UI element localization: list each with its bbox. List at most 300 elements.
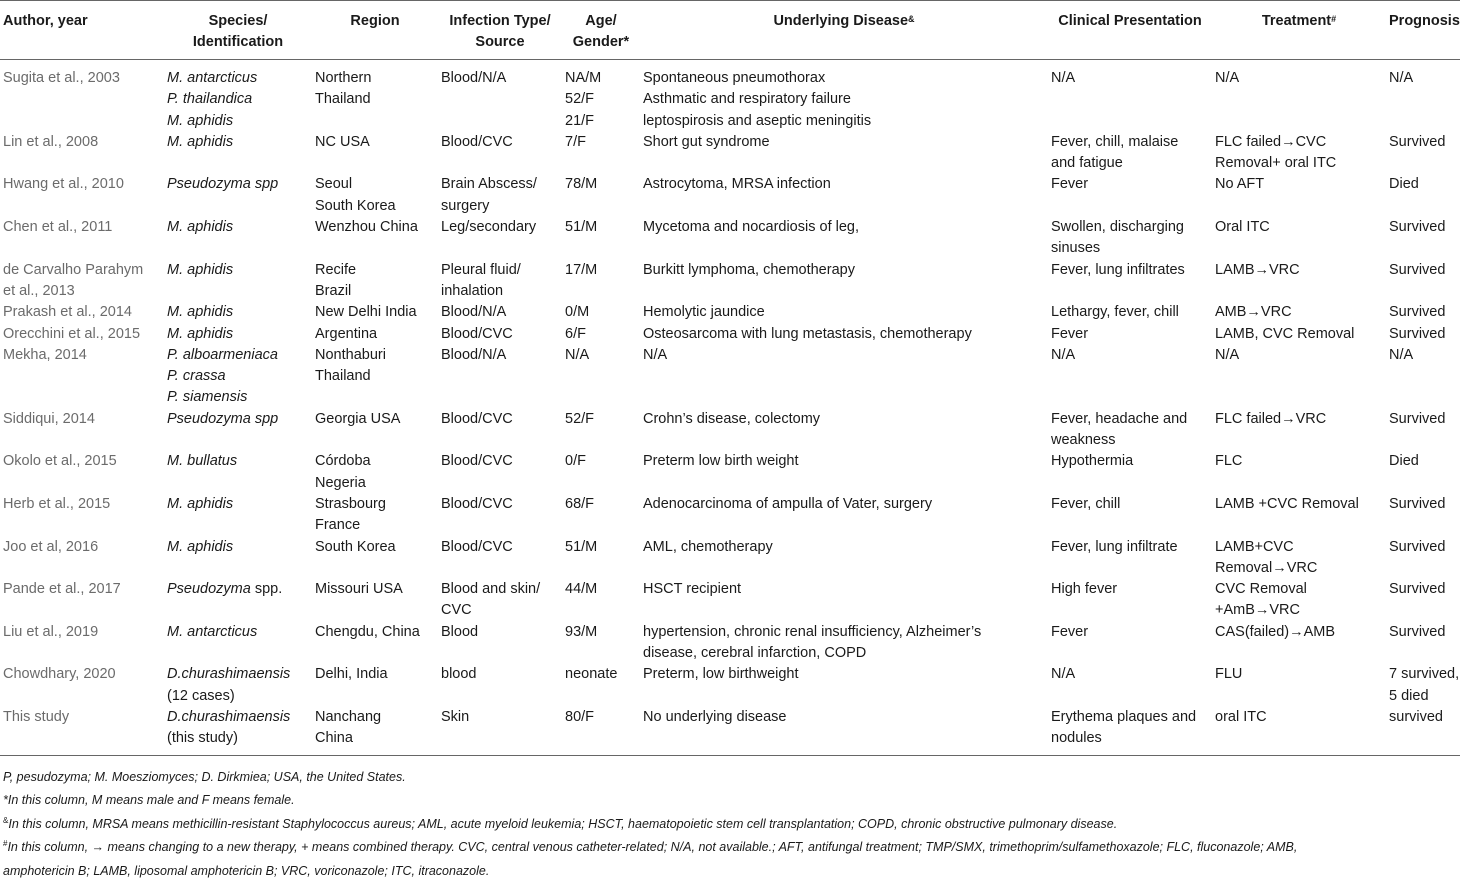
underlying-disease-cell bbox=[640, 494, 1048, 537]
cell-line: Survived bbox=[1389, 133, 1446, 150]
cell-line: Wenzhou China bbox=[315, 219, 418, 236]
species-name: M. antarcticus bbox=[167, 70, 258, 86]
species-name: M. aphidis bbox=[167, 495, 234, 512]
age-gender-cell bbox=[562, 664, 640, 707]
cell-line: +AmB→VRC bbox=[1215, 602, 1301, 619]
age-gender-cell bbox=[562, 260, 640, 303]
species-line bbox=[167, 664, 309, 685]
cell-line: Fever, chill, malaise bbox=[1051, 133, 1179, 150]
species-line bbox=[167, 494, 309, 515]
cell-line: 51/M bbox=[565, 219, 598, 236]
cell-line: blood bbox=[441, 666, 477, 683]
cell-line: and fatigue bbox=[1051, 155, 1123, 172]
infection-type-cell bbox=[438, 345, 562, 409]
cell-line: Mycetoma and nocardiosis of leg, bbox=[643, 219, 859, 236]
infection-type-cell bbox=[438, 324, 562, 345]
cell-line: Prakash et al., 2014 bbox=[3, 304, 132, 321]
underlying-disease-cell bbox=[640, 622, 1048, 665]
age-gender-cell bbox=[562, 174, 640, 217]
cell-line: Pleural fluid/ bbox=[441, 261, 521, 278]
cell-line: Survived bbox=[1389, 325, 1446, 342]
cell-line: CVC Removal bbox=[1215, 581, 1307, 598]
cell-line: AML, chemotherapy bbox=[643, 538, 773, 555]
prognosis-cell bbox=[1386, 537, 1460, 580]
cell-line: LAMB+CVC bbox=[1215, 538, 1294, 555]
species-cell bbox=[164, 345, 312, 409]
species-cell bbox=[164, 494, 312, 537]
treatment-cell bbox=[1212, 60, 1386, 132]
cell-line: 17/M bbox=[565, 261, 598, 278]
age-gender-cell bbox=[562, 451, 640, 494]
cell-line: 93/M bbox=[565, 623, 598, 640]
cell-line: Okolo et al., 2015 bbox=[3, 453, 117, 470]
header-species: Species/ Identification bbox=[164, 1, 312, 60]
underlying-disease-cell bbox=[640, 324, 1048, 345]
region-cell bbox=[312, 579, 438, 622]
footnote bbox=[3, 834, 1457, 858]
treatment-cell bbox=[1212, 302, 1386, 323]
footnote bbox=[3, 787, 1457, 811]
author-cell bbox=[0, 664, 164, 707]
cell-line: Blood/CVC bbox=[441, 538, 513, 555]
cell-line: No underlying disease bbox=[643, 708, 787, 725]
footnote-text: In this column, MRSA means methicillin-resistant Staphylococcus aureus; AML, acute myeloid leukemia; HSCT, haematopoietic stem cell transplantation; COPD, chronic obstructive pulmonary disease. bbox=[8, 816, 1118, 831]
species-line bbox=[167, 707, 309, 728]
footnote-marker: & bbox=[3, 815, 9, 825]
cell-line: Blood and skin/ bbox=[441, 581, 541, 598]
author-cell bbox=[0, 537, 164, 580]
cell-line: disease, cerebral infarction, COPD bbox=[643, 645, 867, 662]
region-cell bbox=[312, 622, 438, 665]
age-gender-cell bbox=[562, 494, 640, 537]
table-row bbox=[0, 217, 1460, 260]
table-row bbox=[0, 345, 1460, 409]
underlying-disease-cell bbox=[640, 174, 1048, 217]
species-line bbox=[167, 89, 309, 110]
header-age-gender: Age/ Gender* bbox=[562, 1, 640, 60]
species-cell bbox=[164, 324, 312, 345]
cell-line: N/A bbox=[565, 346, 590, 363]
table-row bbox=[0, 302, 1460, 323]
cell-line: Hemolytic jaundice bbox=[643, 304, 765, 321]
cell-line: China bbox=[315, 730, 353, 747]
treatment-cell bbox=[1212, 345, 1386, 409]
cell-line: Blood bbox=[441, 623, 479, 640]
species-cell bbox=[164, 409, 312, 452]
species-cell bbox=[164, 707, 312, 755]
treatment-cell bbox=[1212, 174, 1386, 217]
species-name: M. aphidis bbox=[167, 538, 234, 555]
table-row bbox=[0, 707, 1460, 755]
species-line bbox=[167, 728, 309, 749]
cell-line: Chowdhary, 2020 bbox=[3, 666, 116, 683]
species-cell bbox=[164, 579, 312, 622]
cell-line: Thailand bbox=[315, 91, 371, 108]
cell-line: Chen et al., 2011 bbox=[3, 219, 113, 236]
cell-line: Survived bbox=[1389, 538, 1446, 555]
cell-line: Recife bbox=[315, 261, 357, 278]
cell-line: Blood/CVC bbox=[441, 133, 513, 150]
cell-line: 0/M bbox=[565, 304, 590, 321]
clinical-presentation-cell bbox=[1048, 324, 1212, 345]
cell-line: Blood/N/A bbox=[441, 70, 507, 86]
cell-line: Osteosarcoma with lung metastasis, chemotherapy bbox=[643, 325, 972, 342]
cell-line: Short gut syndrome bbox=[643, 133, 770, 150]
cell-line: LAMB, CVC Removal bbox=[1215, 325, 1355, 342]
cell-line: Strasbourg bbox=[315, 495, 386, 512]
species-cell bbox=[164, 537, 312, 580]
cell-line: Preterm, low birthweight bbox=[643, 666, 799, 683]
cell-line: N/A bbox=[1389, 346, 1414, 363]
table-row bbox=[0, 494, 1460, 537]
table-row bbox=[0, 409, 1460, 452]
species-line bbox=[167, 345, 309, 366]
underlying-disease-cell bbox=[640, 579, 1048, 622]
underlying-disease-cell bbox=[640, 345, 1048, 409]
region-cell bbox=[312, 451, 438, 494]
cell-line: Mekha, 2014 bbox=[3, 346, 87, 363]
footnote bbox=[3, 811, 1457, 835]
species-line bbox=[167, 537, 309, 558]
cell-line: Northern bbox=[315, 70, 372, 86]
cell-line: Asthmatic and respiratory failure bbox=[643, 91, 851, 108]
treatment-cell bbox=[1212, 324, 1386, 345]
cell-line: 7/F bbox=[565, 133, 586, 150]
treatment-cell bbox=[1212, 409, 1386, 452]
footnote-text: P, pesudozyma; M. Moesziomyces; D. Dirkmiea; USA, the United States. bbox=[3, 769, 406, 784]
clinical-presentation-cell bbox=[1048, 579, 1212, 622]
cell-line: Spontaneous pneumothorax bbox=[643, 70, 826, 86]
cell-line: Blood/CVC bbox=[441, 325, 513, 342]
table-body bbox=[0, 60, 1460, 756]
underlying-disease-cell bbox=[640, 451, 1048, 494]
species-cell bbox=[164, 132, 312, 175]
author-cell bbox=[0, 174, 164, 217]
footnote-marker: # bbox=[3, 839, 8, 849]
cell-line: Fever bbox=[1051, 623, 1089, 640]
species-qualifier: (12 cases) bbox=[167, 687, 235, 704]
cell-line: Brain Abscess/ bbox=[441, 176, 537, 193]
species-name: P. thailandica bbox=[167, 91, 253, 108]
age-gender-cell bbox=[562, 345, 640, 409]
cell-line: N/A bbox=[1389, 70, 1414, 86]
cell-line: LAMB +CVC Removal bbox=[1215, 495, 1359, 512]
cell-line: Adenocarcinoma of ampulla of Vater, surgery bbox=[643, 495, 933, 512]
underlying-disease-cell bbox=[640, 664, 1048, 707]
species-line bbox=[167, 174, 309, 195]
treatment-cell bbox=[1212, 260, 1386, 303]
region-cell bbox=[312, 302, 438, 323]
species-line bbox=[167, 111, 309, 132]
species-name: P. alboarmeniaca bbox=[167, 346, 278, 363]
species-line bbox=[167, 686, 309, 707]
species-cell bbox=[164, 302, 312, 323]
author-cell bbox=[0, 324, 164, 345]
underlying-disease-cell bbox=[640, 707, 1048, 755]
infection-type-cell bbox=[438, 579, 562, 622]
clinical-presentation-cell bbox=[1048, 132, 1212, 175]
cell-line: 52/F bbox=[565, 91, 595, 108]
prognosis-cell bbox=[1386, 174, 1460, 217]
age-gender-cell bbox=[562, 324, 640, 345]
cell-line: Lethargy, fever, chill bbox=[1051, 304, 1179, 321]
cell-line: Survived bbox=[1389, 495, 1446, 512]
author-cell bbox=[0, 345, 164, 409]
author-cell bbox=[0, 494, 164, 537]
author-cell bbox=[0, 302, 164, 323]
treatment-cell bbox=[1212, 494, 1386, 537]
author-cell bbox=[0, 622, 164, 665]
cell-line: Hwang et al., 2010 bbox=[3, 176, 124, 193]
cell-line: Brazil bbox=[315, 282, 352, 299]
species-name: D.churashimaensis bbox=[167, 666, 291, 683]
cell-line: Lin et al., 2008 bbox=[3, 133, 99, 150]
age-gender-cell bbox=[562, 409, 640, 452]
species-qualifier: (this study) bbox=[167, 730, 238, 747]
cell-line: Nanchang bbox=[315, 708, 382, 725]
header-footnote-marker: & bbox=[908, 14, 915, 24]
cell-line: Erythema plaques and bbox=[1051, 708, 1197, 725]
cell-line: N/A bbox=[1051, 666, 1076, 683]
cell-line: 5 died bbox=[1389, 687, 1429, 704]
table-row bbox=[0, 174, 1460, 217]
table-row bbox=[0, 451, 1460, 494]
cell-line: et al., 2013 bbox=[3, 282, 75, 299]
cell-line: N/A bbox=[1051, 70, 1076, 86]
region-cell bbox=[312, 132, 438, 175]
species-line bbox=[167, 622, 309, 643]
cell-line: de Carvalho Parahym bbox=[3, 261, 144, 278]
footnote bbox=[3, 764, 1457, 788]
cell-line: Survived bbox=[1389, 581, 1446, 598]
underlying-disease-cell bbox=[640, 260, 1048, 303]
cell-line: Blood/N/A bbox=[441, 346, 507, 363]
cell-line: Fever, chill bbox=[1051, 495, 1121, 512]
cell-line: Pande et al., 2017 bbox=[3, 581, 121, 598]
species-name: M. aphidis bbox=[167, 325, 234, 342]
header-prognosis: Prognosis bbox=[1386, 1, 1460, 60]
species-cell bbox=[164, 217, 312, 260]
cell-line: 51/M bbox=[565, 538, 598, 555]
cell-line: This study bbox=[3, 708, 70, 725]
table-row bbox=[0, 60, 1460, 132]
cell-line: Survived bbox=[1389, 410, 1446, 427]
cell-line: HSCT recipient bbox=[643, 581, 742, 598]
cell-line: survived bbox=[1389, 708, 1443, 725]
author-cell bbox=[0, 409, 164, 452]
underlying-disease-cell bbox=[640, 60, 1048, 132]
cell-line: Fever bbox=[1051, 325, 1089, 342]
footnote-text: amphotericin B; LAMB, liposomal amphotericin B; VRC, voriconazole; ITC, itraconazole. bbox=[3, 864, 490, 879]
cell-line: AMB→VRC bbox=[1215, 304, 1292, 321]
region-cell bbox=[312, 345, 438, 409]
species-line bbox=[167, 217, 309, 238]
species-line bbox=[167, 324, 309, 345]
footnote-text: *In this column, M means male and F means female. bbox=[3, 793, 295, 808]
clinical-presentation-cell bbox=[1048, 174, 1212, 217]
cell-line: FLU bbox=[1215, 666, 1243, 683]
species-line bbox=[167, 132, 309, 153]
species-cell bbox=[164, 60, 312, 132]
author-cell bbox=[0, 579, 164, 622]
author-cell bbox=[0, 451, 164, 494]
cell-line: Died bbox=[1389, 176, 1419, 193]
cell-line: Córdoba bbox=[315, 453, 371, 470]
prognosis-cell bbox=[1386, 451, 1460, 494]
underlying-disease-cell bbox=[640, 217, 1048, 260]
species-cell bbox=[164, 260, 312, 303]
age-gender-cell bbox=[562, 60, 640, 132]
species-line bbox=[167, 68, 309, 89]
prognosis-cell bbox=[1386, 302, 1460, 323]
species-name: Pseudozyma spp bbox=[167, 410, 279, 427]
header-footnote-marker: # bbox=[1331, 14, 1337, 24]
age-gender-cell bbox=[562, 579, 640, 622]
cell-line: Thailand bbox=[315, 368, 371, 385]
infection-type-cell bbox=[438, 260, 562, 303]
header-author-year: Author, year bbox=[0, 1, 164, 60]
cell-line: nodules bbox=[1051, 730, 1102, 747]
header-underlying-disease: Underlying Disease& bbox=[640, 1, 1048, 60]
cell-line: oral ITC bbox=[1215, 708, 1267, 725]
cell-line: 52/F bbox=[565, 410, 595, 427]
infection-type-cell bbox=[438, 174, 562, 217]
treatment-cell bbox=[1212, 451, 1386, 494]
cell-line: Survived bbox=[1389, 219, 1446, 236]
cell-line: Swollen, discharging bbox=[1051, 219, 1184, 236]
clinical-presentation-cell bbox=[1048, 451, 1212, 494]
author-cell bbox=[0, 132, 164, 175]
species-qualifier: spp. bbox=[250, 581, 283, 598]
cell-line: New Delhi India bbox=[315, 304, 417, 321]
cell-line: N/A bbox=[1215, 346, 1240, 363]
cell-line: No AFT bbox=[1215, 176, 1265, 193]
cell-line: Fever, headache and bbox=[1051, 410, 1188, 427]
cell-line: Herb et al., 2015 bbox=[3, 495, 111, 512]
cell-line: 44/M bbox=[565, 581, 598, 598]
clinical-presentation-cell bbox=[1048, 622, 1212, 665]
table-header-row bbox=[0, 1, 1460, 60]
clinical-presentation-cell bbox=[1048, 707, 1212, 755]
cell-line: Seoul bbox=[315, 176, 353, 193]
cell-line: Siddiqui, 2014 bbox=[3, 410, 95, 427]
table-row bbox=[0, 622, 1460, 665]
region-cell bbox=[312, 707, 438, 755]
cell-line: 78/M bbox=[565, 176, 598, 193]
species-name: D.churashimaensis bbox=[167, 708, 291, 725]
age-gender-cell bbox=[562, 132, 640, 175]
infection-type-cell bbox=[438, 537, 562, 580]
prognosis-cell bbox=[1386, 260, 1460, 303]
prognosis-cell bbox=[1386, 60, 1460, 132]
infection-type-cell bbox=[438, 707, 562, 755]
cell-line: neonate bbox=[565, 666, 618, 683]
author-cell bbox=[0, 217, 164, 260]
cell-line: hypertension, chronic renal insufficiency, Alzheimer’s bbox=[643, 623, 982, 640]
species-name: M. aphidis bbox=[167, 112, 234, 129]
cell-line: weakness bbox=[1051, 432, 1116, 449]
infection-type-cell bbox=[438, 60, 562, 132]
cell-line: Survived bbox=[1389, 261, 1446, 278]
cell-line: Blood/CVC bbox=[441, 410, 513, 427]
species-line bbox=[167, 366, 309, 387]
infection-type-cell bbox=[438, 664, 562, 707]
cell-line: N/A bbox=[1051, 346, 1076, 363]
author-cell bbox=[0, 60, 164, 132]
age-gender-cell bbox=[562, 707, 640, 755]
clinical-presentation-cell bbox=[1048, 260, 1212, 303]
species-line bbox=[167, 409, 309, 430]
age-gender-cell bbox=[562, 302, 640, 323]
cell-line: Blood/CVC bbox=[441, 495, 513, 512]
cell-line: Fever, lung infiltrates bbox=[1051, 261, 1185, 278]
infection-type-cell bbox=[438, 302, 562, 323]
species-line bbox=[167, 387, 309, 408]
age-gender-cell bbox=[562, 537, 640, 580]
cell-line: Orecchini et al., 2015 bbox=[3, 325, 141, 342]
age-gender-cell bbox=[562, 622, 640, 665]
cell-line: NA/M bbox=[565, 70, 602, 86]
treatment-cell bbox=[1212, 664, 1386, 707]
table-row bbox=[0, 260, 1460, 303]
underlying-disease-cell bbox=[640, 132, 1048, 175]
region-cell bbox=[312, 664, 438, 707]
species-name: P. crassa bbox=[167, 368, 226, 385]
prognosis-cell bbox=[1386, 664, 1460, 707]
cell-line: Sugita et al., 2003 bbox=[3, 70, 120, 86]
cell-line: High fever bbox=[1051, 581, 1118, 598]
prognosis-cell bbox=[1386, 579, 1460, 622]
cell-line: South Korea bbox=[315, 197, 396, 214]
header-clinical-presentation: Clinical Presentation bbox=[1048, 1, 1212, 60]
cell-line: Missouri USA bbox=[315, 581, 403, 598]
cell-line: 6/F bbox=[565, 325, 586, 342]
cell-line: 7 survived, bbox=[1389, 666, 1460, 683]
cell-line: South Korea bbox=[315, 538, 396, 555]
cell-line: N/A bbox=[1215, 70, 1240, 86]
cell-line: Nonthaburi bbox=[315, 346, 386, 363]
treatment-cell bbox=[1212, 132, 1386, 175]
treatment-cell bbox=[1212, 217, 1386, 260]
treatment-cell bbox=[1212, 537, 1386, 580]
species-name: M. antarcticus bbox=[167, 623, 258, 640]
cell-line: Blood/CVC bbox=[441, 453, 513, 470]
cell-line: Delhi, India bbox=[315, 666, 388, 683]
table-row bbox=[0, 579, 1460, 622]
cell-line: 68/F bbox=[565, 495, 595, 512]
infection-type-cell bbox=[438, 409, 562, 452]
species-name: M. aphidis bbox=[167, 261, 234, 278]
species-line bbox=[167, 260, 309, 281]
region-cell bbox=[312, 494, 438, 537]
region-cell bbox=[312, 537, 438, 580]
cell-line: 80/F bbox=[565, 708, 595, 725]
footnote bbox=[3, 858, 1457, 882]
species-name: Pseudozyma bbox=[167, 581, 251, 598]
infection-type-cell bbox=[438, 494, 562, 537]
table-row bbox=[0, 537, 1460, 580]
species-name: M. bullatus bbox=[167, 453, 238, 470]
cell-line: Liu et al., 2019 bbox=[3, 623, 99, 640]
species-name: P. siamensis bbox=[167, 389, 248, 406]
table-row bbox=[0, 132, 1460, 175]
cell-line: Negeria bbox=[315, 474, 366, 491]
infection-type-cell bbox=[438, 451, 562, 494]
cell-line: 21/F bbox=[565, 112, 595, 129]
prognosis-cell bbox=[1386, 622, 1460, 665]
region-cell bbox=[312, 324, 438, 345]
cell-line: Hypothermia bbox=[1051, 453, 1134, 470]
